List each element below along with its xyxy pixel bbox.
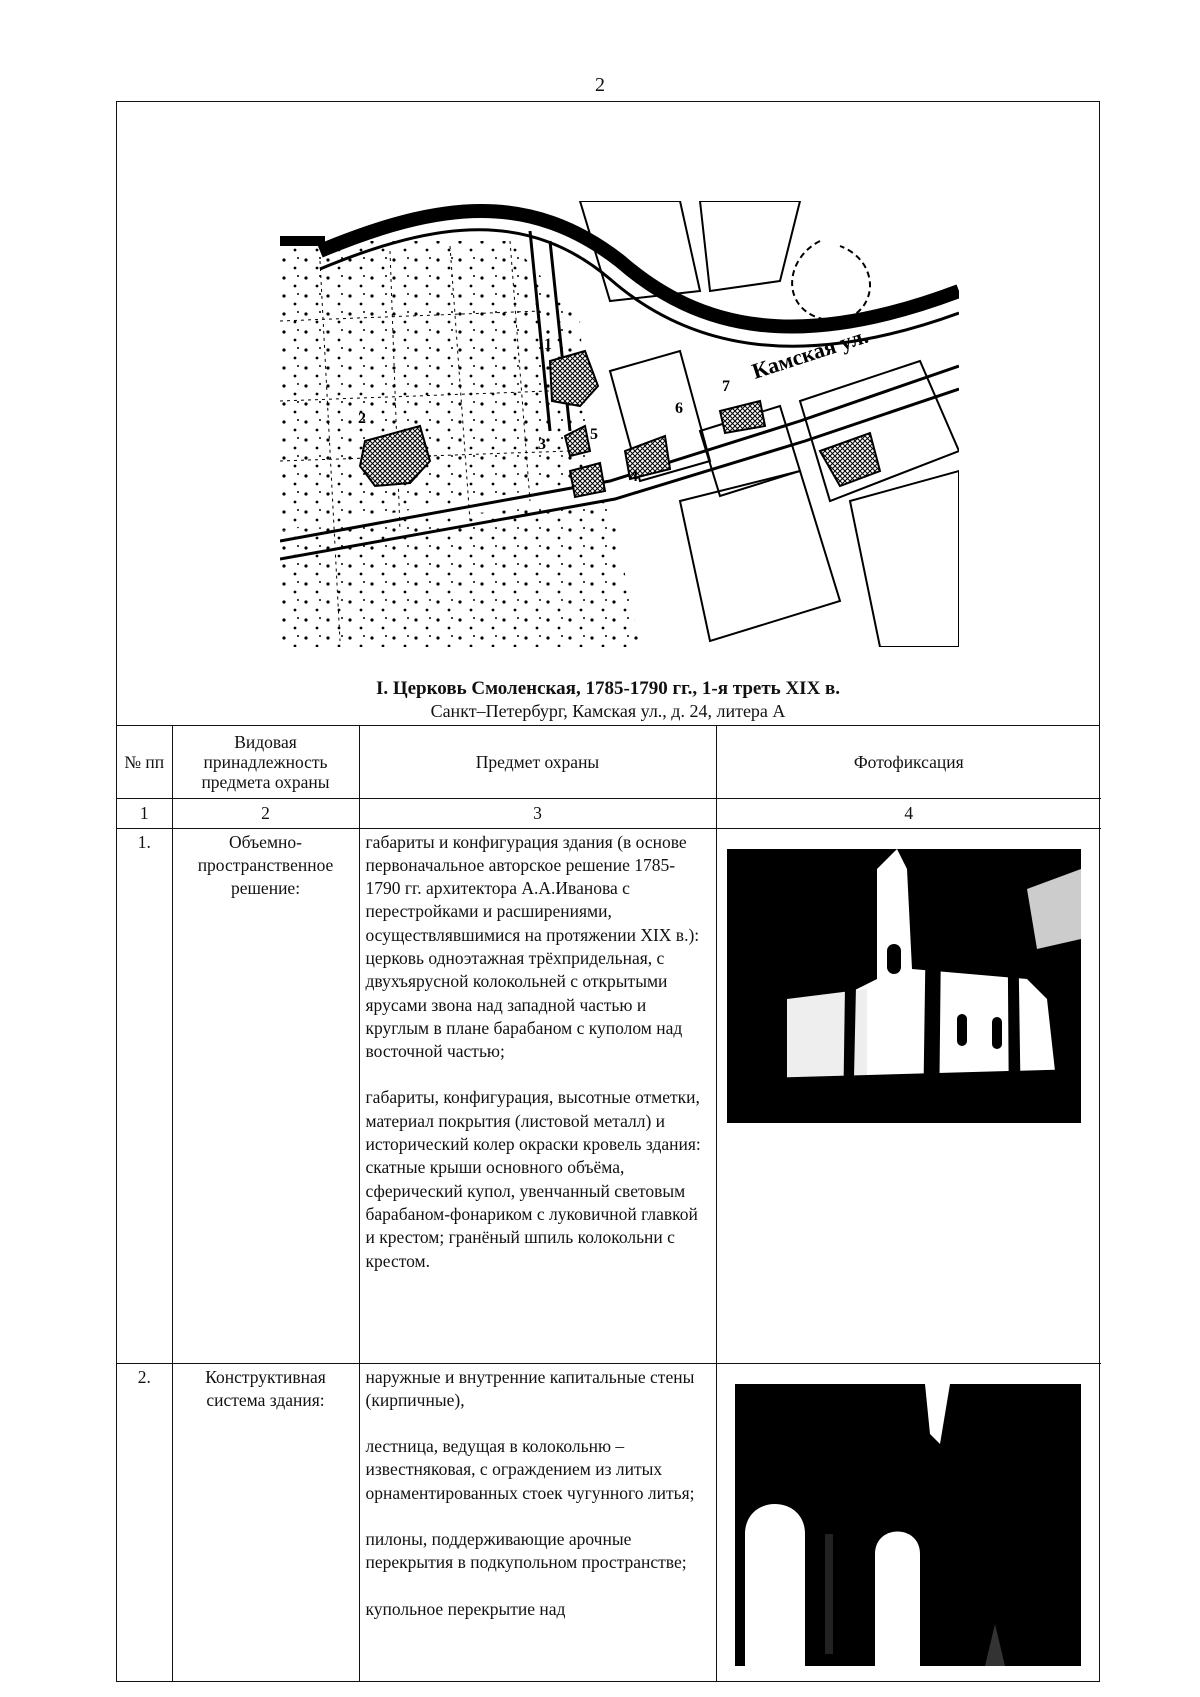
header-kind: Видовая принадлежность предмета охраны [172, 726, 359, 798]
column-number: 1 [117, 798, 172, 828]
map-marker-6: 6 [675, 400, 683, 417]
church-exterior-drawing [727, 849, 1081, 1123]
table-row [117, 1363, 1101, 1681]
row-number: 1. [117, 828, 172, 1363]
site-map-drawing [280, 201, 959, 647]
row-photo-cell [716, 1363, 1101, 1681]
subject-paragraph: пилоны, поддерживающие арочные перекрытия в подкупольном пространстве; [365, 1528, 687, 1573]
row-subject [359, 828, 716, 1363]
header-num: № пп [117, 726, 172, 798]
row-number: 2. [117, 1363, 172, 1681]
map-caption-title: I. Церковь Смоленская, 1785-1790 гг., 1-я треть XIX в. [375, 678, 841, 699]
row-subject [359, 1363, 716, 1681]
church-exterior-photo [727, 849, 1081, 1123]
column-number: 4 [716, 798, 1101, 828]
header-photo: Фотофиксация [716, 726, 1101, 798]
table-row [117, 828, 1101, 1363]
protection-table-frame [116, 101, 1100, 1682]
map-cell [117, 102, 1099, 726]
subject-paragraph: габариты и конфигурация здания (в основе первоначальное авторское решение 1785-1790 гг. архитектора А.А.Иванова с перестройками и расширениями, осуществлявшимися на протяжении XIX в.): церковь одноэтажная трёхпридельная, с двухъярусной колокольней с открытыми ярусами звона над западной частью и круглым в плане барабаном с куполом над восточной частью; [365, 831, 700, 1062]
map-street-label: Камская ул. [748, 322, 872, 384]
church-interior-drawing [735, 1384, 1081, 1666]
page-number: 2 [595, 74, 605, 96]
protection-table [117, 726, 1101, 1681]
table-header-row [117, 726, 1101, 798]
site-map [280, 201, 959, 647]
subject-paragraph: купольное перекрытие над [365, 1598, 566, 1619]
column-number: 2 [172, 798, 359, 828]
map-caption-address: Санкт–Петербург, Камская ул., д. 24, литера А [430, 701, 786, 721]
row-photo-cell [716, 828, 1101, 1363]
column-number-row [117, 798, 1101, 828]
map-marker-1: 1 [544, 336, 552, 353]
subject-paragraph: лестница, ведущая в колокольню – известняковая, с ограждением из литых орнаментированных стоек чугунного литья; [365, 1436, 695, 1503]
map-marker-3: 3 [538, 436, 546, 453]
map-marker-5: 5 [590, 426, 598, 443]
header-subject: Предмет охраны [359, 726, 716, 798]
map-marker-7: 7 [722, 378, 730, 395]
subject-paragraph: габариты, конфигурация, высотные отметки, материал покрытия (листовой металл) и исторический колер окраски кровель здания: скатные крыши основного объёма, сферический купол, увенчанный световым барабаном-фонариком с луковичной главкой и крестом; гранёный шпиль колокольни с крестом. [365, 1087, 701, 1271]
row-kind: Объемно-пространственное решение: [172, 828, 359, 1363]
map-marker-4: 4 [630, 468, 638, 485]
church-interior-photo [735, 1384, 1081, 1666]
subject-paragraph: наружные и внутренние капитальные стены (кирпичные), [365, 1366, 695, 1410]
row-kind: Конструктивная система здания: [172, 1363, 359, 1681]
column-number: 3 [359, 798, 716, 828]
map-marker-2: 2 [358, 410, 366, 427]
